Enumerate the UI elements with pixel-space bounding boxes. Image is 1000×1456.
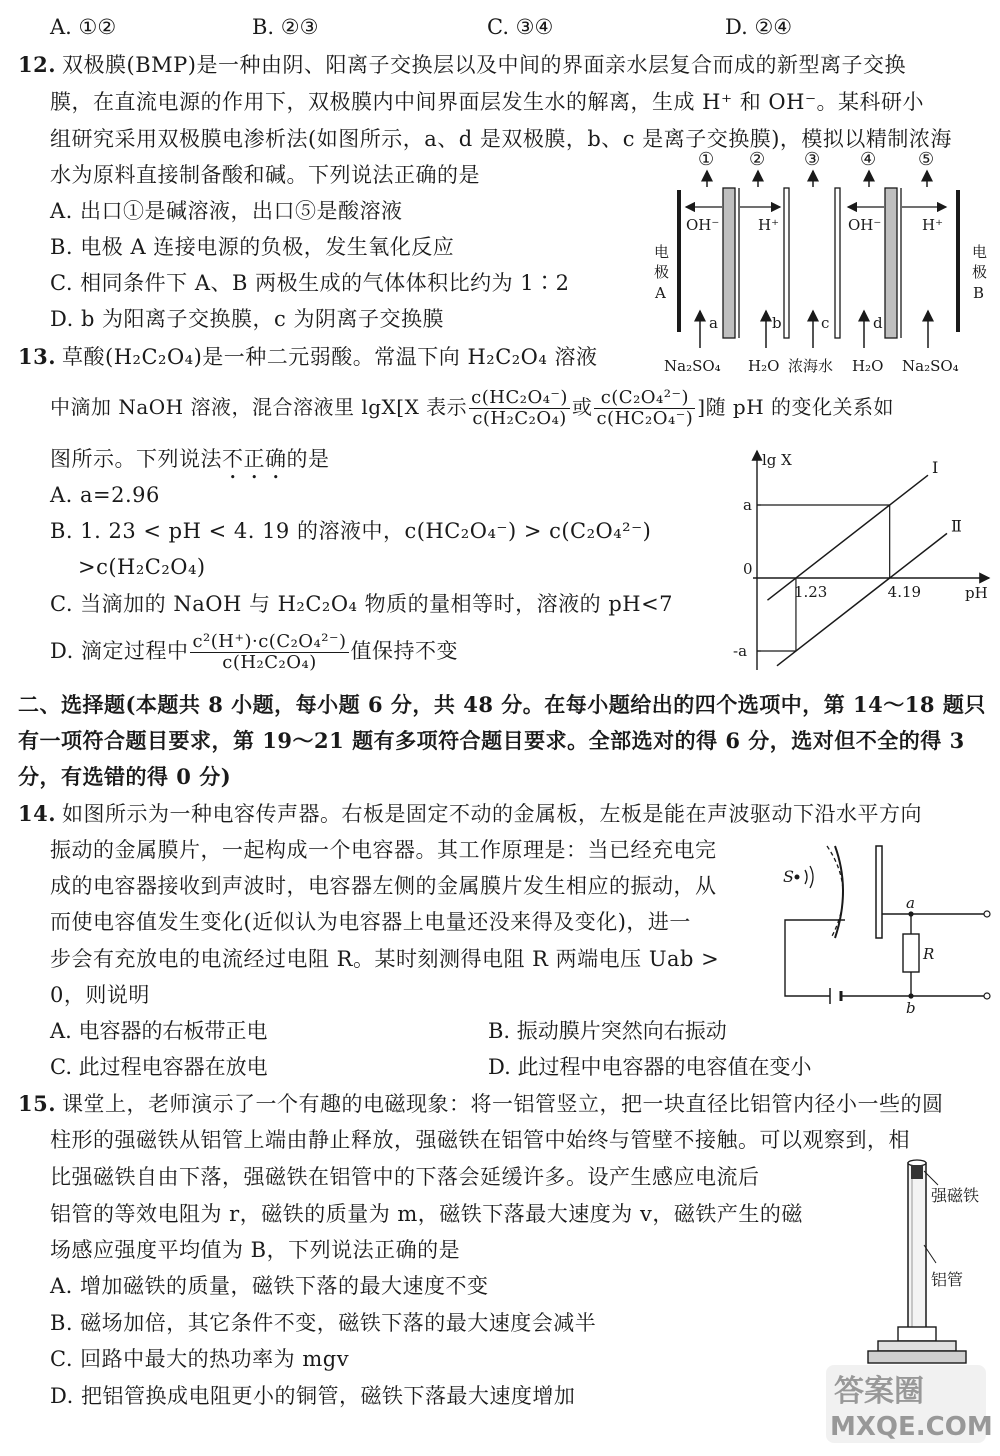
- q12-stem-line-3: 组研究采用双极膜电渗析法(如图所示，a、d 是双极膜，b、c 是离子交换膜)，模拟以精制浓海: [50, 127, 952, 151]
- q12-option-b[interactable]: B. 电极 A 连接电源的负极，发生氧化反应: [50, 235, 455, 259]
- fixed-plate: [876, 846, 882, 938]
- q11-option-b[interactable]: B. ②③: [252, 15, 319, 39]
- q14-option-d[interactable]: D. 此过程中电容器的电容值在变小: [488, 1055, 812, 1079]
- inlet-3-label: 浓海水: [788, 357, 834, 375]
- inlet-1-label: Na₂SO₄: [664, 357, 721, 375]
- q11-option-c[interactable]: C. ③④: [487, 15, 554, 39]
- electrode-a-label-1: 电: [654, 243, 670, 261]
- q14-stem-line-4: 而使电容值发生变化(近似认为电容器上电量还没来得及变化)，进一: [50, 910, 691, 934]
- q12-number: 12.: [18, 52, 57, 77]
- q15-stem-line-5: 场感应强度平均值为 B，下列说法正确的是: [50, 1238, 461, 1262]
- q13-option-b[interactable]: B. 1. 23 < pH < 4. 19 的溶液中，c(HC₂O₄⁻) > c(C₂O₄²⁻): [50, 519, 652, 543]
- membrane-c-label: c: [821, 314, 830, 332]
- membrane-a-label: a: [709, 314, 718, 332]
- ion-oh-right: OH⁻: [848, 216, 882, 234]
- electrode-b-label-2: 极: [972, 263, 988, 281]
- q12-stem-line-4: 水为原料直接制备酸和碱。下列说法正确的是: [50, 163, 480, 187]
- series-label-1: Ⅰ: [932, 458, 939, 478]
- y-tick-a: a: [743, 496, 752, 514]
- q13-stem-line-2: 中滴加 NaOH 溶液，混合溶液里 lgX[X 表示 $\frac{\text{c(HC₂O₄⁻)}}{\text{c(H₂C₂O₄)}}$ 或 $\frac{\text{c(C₂O₄²⁻)}}{\text{c(HC₂O₄⁻)}}$ ]随 pH 的变化关系如: [50, 387, 895, 429]
- strong-magnet: [911, 1165, 923, 1179]
- q15-option-c[interactable]: C. 回路中最大的热功率为 mgv: [50, 1347, 350, 1371]
- series-line-1: [767, 475, 928, 600]
- outlet-3-label: ③: [804, 149, 821, 170]
- x-tick-1-23: 1.23: [793, 583, 828, 601]
- electrode-a-label-3: A: [655, 284, 666, 302]
- inlet-2-label: H₂O: [748, 357, 780, 375]
- resistor-r: [903, 934, 919, 972]
- sound-source-dot: [795, 875, 800, 880]
- q15-stem-line-4: 铝管的等效电阻为 r，磁铁的质量为 m，磁铁下落最大速度为 v，磁铁产生的磁: [50, 1202, 803, 1226]
- sound-wave-icon: [805, 870, 807, 884]
- resistor-label: R: [923, 945, 935, 963]
- terminal-bottom: [984, 993, 990, 999]
- bipolar-membrane-a: [723, 188, 735, 338]
- q13-number: 13.: [18, 344, 57, 369]
- electrode-b: [956, 190, 960, 332]
- x-axis-label: pH: [965, 584, 988, 602]
- electrode-b-label-3: B: [973, 284, 985, 302]
- fraction-ka1ka2: $\frac{\text{c²(H⁺)·c(C₂O₄²⁻)}}{\text{c(H₂C₂O₄)}}$: [192, 631, 347, 673]
- outlet-2-label: ②: [749, 149, 766, 170]
- node-a: [908, 911, 913, 916]
- q12-option-d[interactable]: D. b 为阳离子交换膜，c 为阴离子交换膜: [50, 307, 444, 331]
- q13-option-a[interactable]: A. a=2.96: [50, 483, 160, 507]
- bipolar-membrane-d: [885, 188, 897, 338]
- inlet-4-label: H₂O: [852, 357, 884, 375]
- series-label-2: Ⅱ: [951, 516, 962, 536]
- q14-stem-line-6: 0，则说明: [50, 983, 150, 1007]
- membrane-c: [835, 188, 840, 338]
- node-b-label: b: [906, 999, 916, 1017]
- lgx-ph-chart: [730, 445, 995, 680]
- q12-stem-line-2: 膜，在直流电源的作用下，双极膜内中间界面层发生水的解离，生成 H⁺ 和 OH⁻。某科研小: [50, 90, 925, 114]
- tube-label: 铝管: [931, 1270, 964, 1289]
- y-tick-0: 0: [743, 560, 753, 578]
- electrode-b-label-1: 电: [972, 243, 988, 261]
- q15-option-b[interactable]: B. 磁场加倍，其它条件不变，磁铁下落的最大速度会减半: [50, 1311, 597, 1335]
- fraction-c2o4-over-hc2o4: $\frac{\text{c(C₂O₄²⁻)}}{\text{c(HC₂O₄⁻)}}$: [596, 387, 694, 429]
- electrode-a-label-2: 极: [654, 263, 670, 281]
- q14-option-b[interactable]: B. 振动膜片突然向右振动: [488, 1019, 727, 1043]
- ion-h-right: H⁺: [922, 216, 943, 234]
- outlet-1-label: ①: [698, 149, 715, 170]
- q15-stem-line-3: 比强磁铁自由下落，强磁铁在铝管中的下落会延缓许多。设产生感应电流后: [50, 1165, 760, 1189]
- ion-h-left: H⁺: [758, 216, 779, 234]
- node-b: [908, 993, 913, 998]
- circuit-wires: [785, 914, 985, 996]
- watermark: [826, 1365, 993, 1443]
- stand-base: [868, 1351, 966, 1363]
- q13-stem-line-1: 13. 草酸(H₂C₂O₄)是一种二元弱酸。常温下向 H₂C₂O₄ 溶液: [18, 344, 598, 369]
- emphasis-not-correct: 不正确: [222, 447, 287, 471]
- magnet-label: 强磁铁: [931, 1186, 980, 1205]
- q12-stem-line-1: 12. 双极膜(BMP)是一种由阴、阳离子交换层以及中间的界面亲水层复合而成的新型离子交换: [18, 52, 906, 77]
- q12-option-a[interactable]: A. 出口①是碱溶液，出口⑤是酸溶液: [50, 199, 403, 223]
- stand-top: [878, 1341, 956, 1351]
- watermark-line-2: MXQE.COM: [830, 1412, 993, 1442]
- q14-stem-line-3: 成的电容器接收到声波时，电容器左侧的金属膜片发生相应的振动，从: [50, 874, 717, 898]
- outlet-arrows: [707, 171, 927, 187]
- q13-option-b-cont: >c(H₂C₂O₄): [78, 555, 206, 579]
- diaphragm-displaced: [827, 846, 843, 938]
- q13-option-c[interactable]: C. 当滴加的 NaOH 与 H₂C₂O₄ 物质的量相等时，溶液的 pH<7: [50, 592, 674, 616]
- q11-option-d[interactable]: D. ②④: [725, 15, 793, 39]
- section-2-header-line-1: 二、选择题(本题共 8 小题，每小题 6 分，共 48 分。在每小题给出的四个选项中，第 14～18 题只: [18, 692, 986, 717]
- electrode-a: [677, 190, 681, 332]
- section-2-header-line-2: 有一项符合题目要求，第 19～21 题有多项符合题目要求。全部选对的得 6 分，选对但不全的得 3: [18, 728, 965, 753]
- q11-option-a[interactable]: A. ①②: [50, 15, 117, 39]
- q15-option-a[interactable]: A. 增加磁铁的质量，磁铁下落的最大速度不变: [50, 1274, 489, 1298]
- node-a-label: a: [906, 894, 915, 912]
- aluminum-tube: [908, 1163, 926, 1333]
- q15-option-d[interactable]: D. 把铝管换成电阻更小的铜管，磁铁下落最大速度增加: [50, 1384, 576, 1408]
- q15-stem-line-1: 15. 课堂上，老师演示了一个有趣的电磁现象：将一铝管竖立，把一块直径比铝管内径小一些的圆: [18, 1091, 944, 1116]
- x-tick-4-19: 4.19: [887, 583, 922, 601]
- q14-stem-line-1: 14. 如图所示为一种电容传声器。右板是固定不动的金属板，左板是能在声波驱动下沿水平方向: [18, 801, 923, 826]
- q12-option-c[interactable]: C. 相同条件下 A、B 两极生成的气体体积比约为 1∶2: [50, 271, 570, 295]
- terminal-top: [984, 911, 990, 917]
- inlet-5-label: Na₂SO₄: [902, 357, 959, 375]
- q15-stem-line-2: 柱形的强磁铁从铝管上端由静止释放，强磁铁在铝管中始终与管壁不接触。可以观察到，相: [50, 1128, 910, 1152]
- q14-number: 14.: [18, 801, 57, 826]
- outlet-4-label: ④: [860, 149, 877, 170]
- ion-oh-left: OH⁻: [686, 216, 720, 234]
- fraction-hc2o4-over-h2c2o4: $\frac{\text{c(HC₂O₄⁻)}}{\text{c(H₂C₂O₄)}}$: [471, 387, 568, 429]
- sound-source-label: S: [783, 867, 794, 886]
- y-tick-neg-a: -a: [733, 642, 748, 660]
- electrodialysis-diagram: [650, 145, 995, 380]
- q14-option-c[interactable]: C. 此过程电容器在放电: [50, 1055, 268, 1079]
- watermark-line-1: 答案圈: [834, 1374, 924, 1409]
- section-2-header-line-3: 分，有选错的得 0 分): [18, 764, 232, 789]
- diaphragm: [835, 846, 843, 938]
- q13-option-d[interactable]: D. 滴定过程中 $\frac{\text{c²(H⁺)·c(C₂O₄²⁻)}}{\text{c(H₂C₂O₄)}}$ 值保持不变: [50, 631, 459, 673]
- q14-stem-line-5: 步会有充放电的电流经过电阻 R。某时刻测得电阻 R 两端电压 Uab >: [50, 947, 720, 971]
- tube-holder: [898, 1327, 936, 1341]
- membrane-b: [784, 188, 789, 338]
- membrane-b-label: b: [772, 314, 782, 332]
- q14-stem-line-2: 振动的金属膜片，一起构成一个电容器。其工作原理是：当已经充电完: [50, 838, 717, 862]
- condenser-microphone-diagram: [775, 838, 995, 1018]
- membrane-d-label: d: [873, 314, 883, 332]
- aluminum-tube-diagram: [820, 1155, 998, 1450]
- outlet-5-label: ⑤: [918, 149, 935, 170]
- q13-stem-line-3: 图所示。下列说法不正确的是: [50, 447, 330, 471]
- q15-number: 15.: [18, 1091, 57, 1116]
- q14-option-a[interactable]: A. 电容器的右板带正电: [50, 1019, 268, 1043]
- y-axis-label: lg X: [762, 451, 792, 469]
